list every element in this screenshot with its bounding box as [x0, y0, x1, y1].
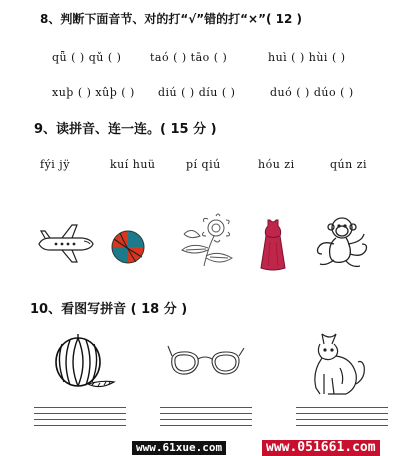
q8-item-1: qǖ ( ) qǔ ( )	[52, 51, 122, 64]
watermark-left: www.61xue.com	[132, 441, 226, 455]
q8-item-6: duó ( ) dúo ( )	[270, 86, 354, 99]
q9-title: 9、读拼音、连一连。( 15 分 )	[34, 122, 217, 137]
q8-item-2: taó ( ) tāo ( )	[150, 51, 228, 64]
q8-item-4: xuþ ( ) xûþ ( )	[52, 86, 135, 99]
q8-item-5: diú ( ) díu ( )	[158, 86, 236, 99]
glasses-icon	[166, 340, 246, 384]
airplane-icon	[36, 222, 96, 264]
q10-title: 10、看图写拼音 ( 18 分 )	[30, 302, 188, 317]
cat-icon	[306, 328, 370, 398]
q8-title: 8、判断下面音节、对的打“√”错的打“×”( 12 )	[40, 12, 302, 26]
q9-word-4: hóu zi	[258, 158, 295, 171]
q9-word-1: fýi jÿ	[40, 158, 70, 171]
q10-answer-lines-3[interactable]	[296, 407, 388, 431]
q9-word-2: kuí huü	[110, 158, 156, 171]
q9-word-3: pí qiú	[186, 158, 221, 171]
ball-icon	[110, 229, 146, 265]
watermelon-icon	[48, 332, 118, 394]
sunflower-icon	[178, 212, 242, 270]
q10-answer-lines-2[interactable]	[160, 407, 252, 431]
monkey-icon	[312, 214, 370, 272]
q8-item-3: huì ( ) hùi ( )	[268, 51, 346, 64]
q10-answer-lines-1[interactable]	[34, 407, 126, 431]
dress-icon	[258, 218, 288, 272]
watermark-right: www.051661.com	[262, 440, 380, 456]
q9-word-5: qún zi	[330, 158, 368, 171]
